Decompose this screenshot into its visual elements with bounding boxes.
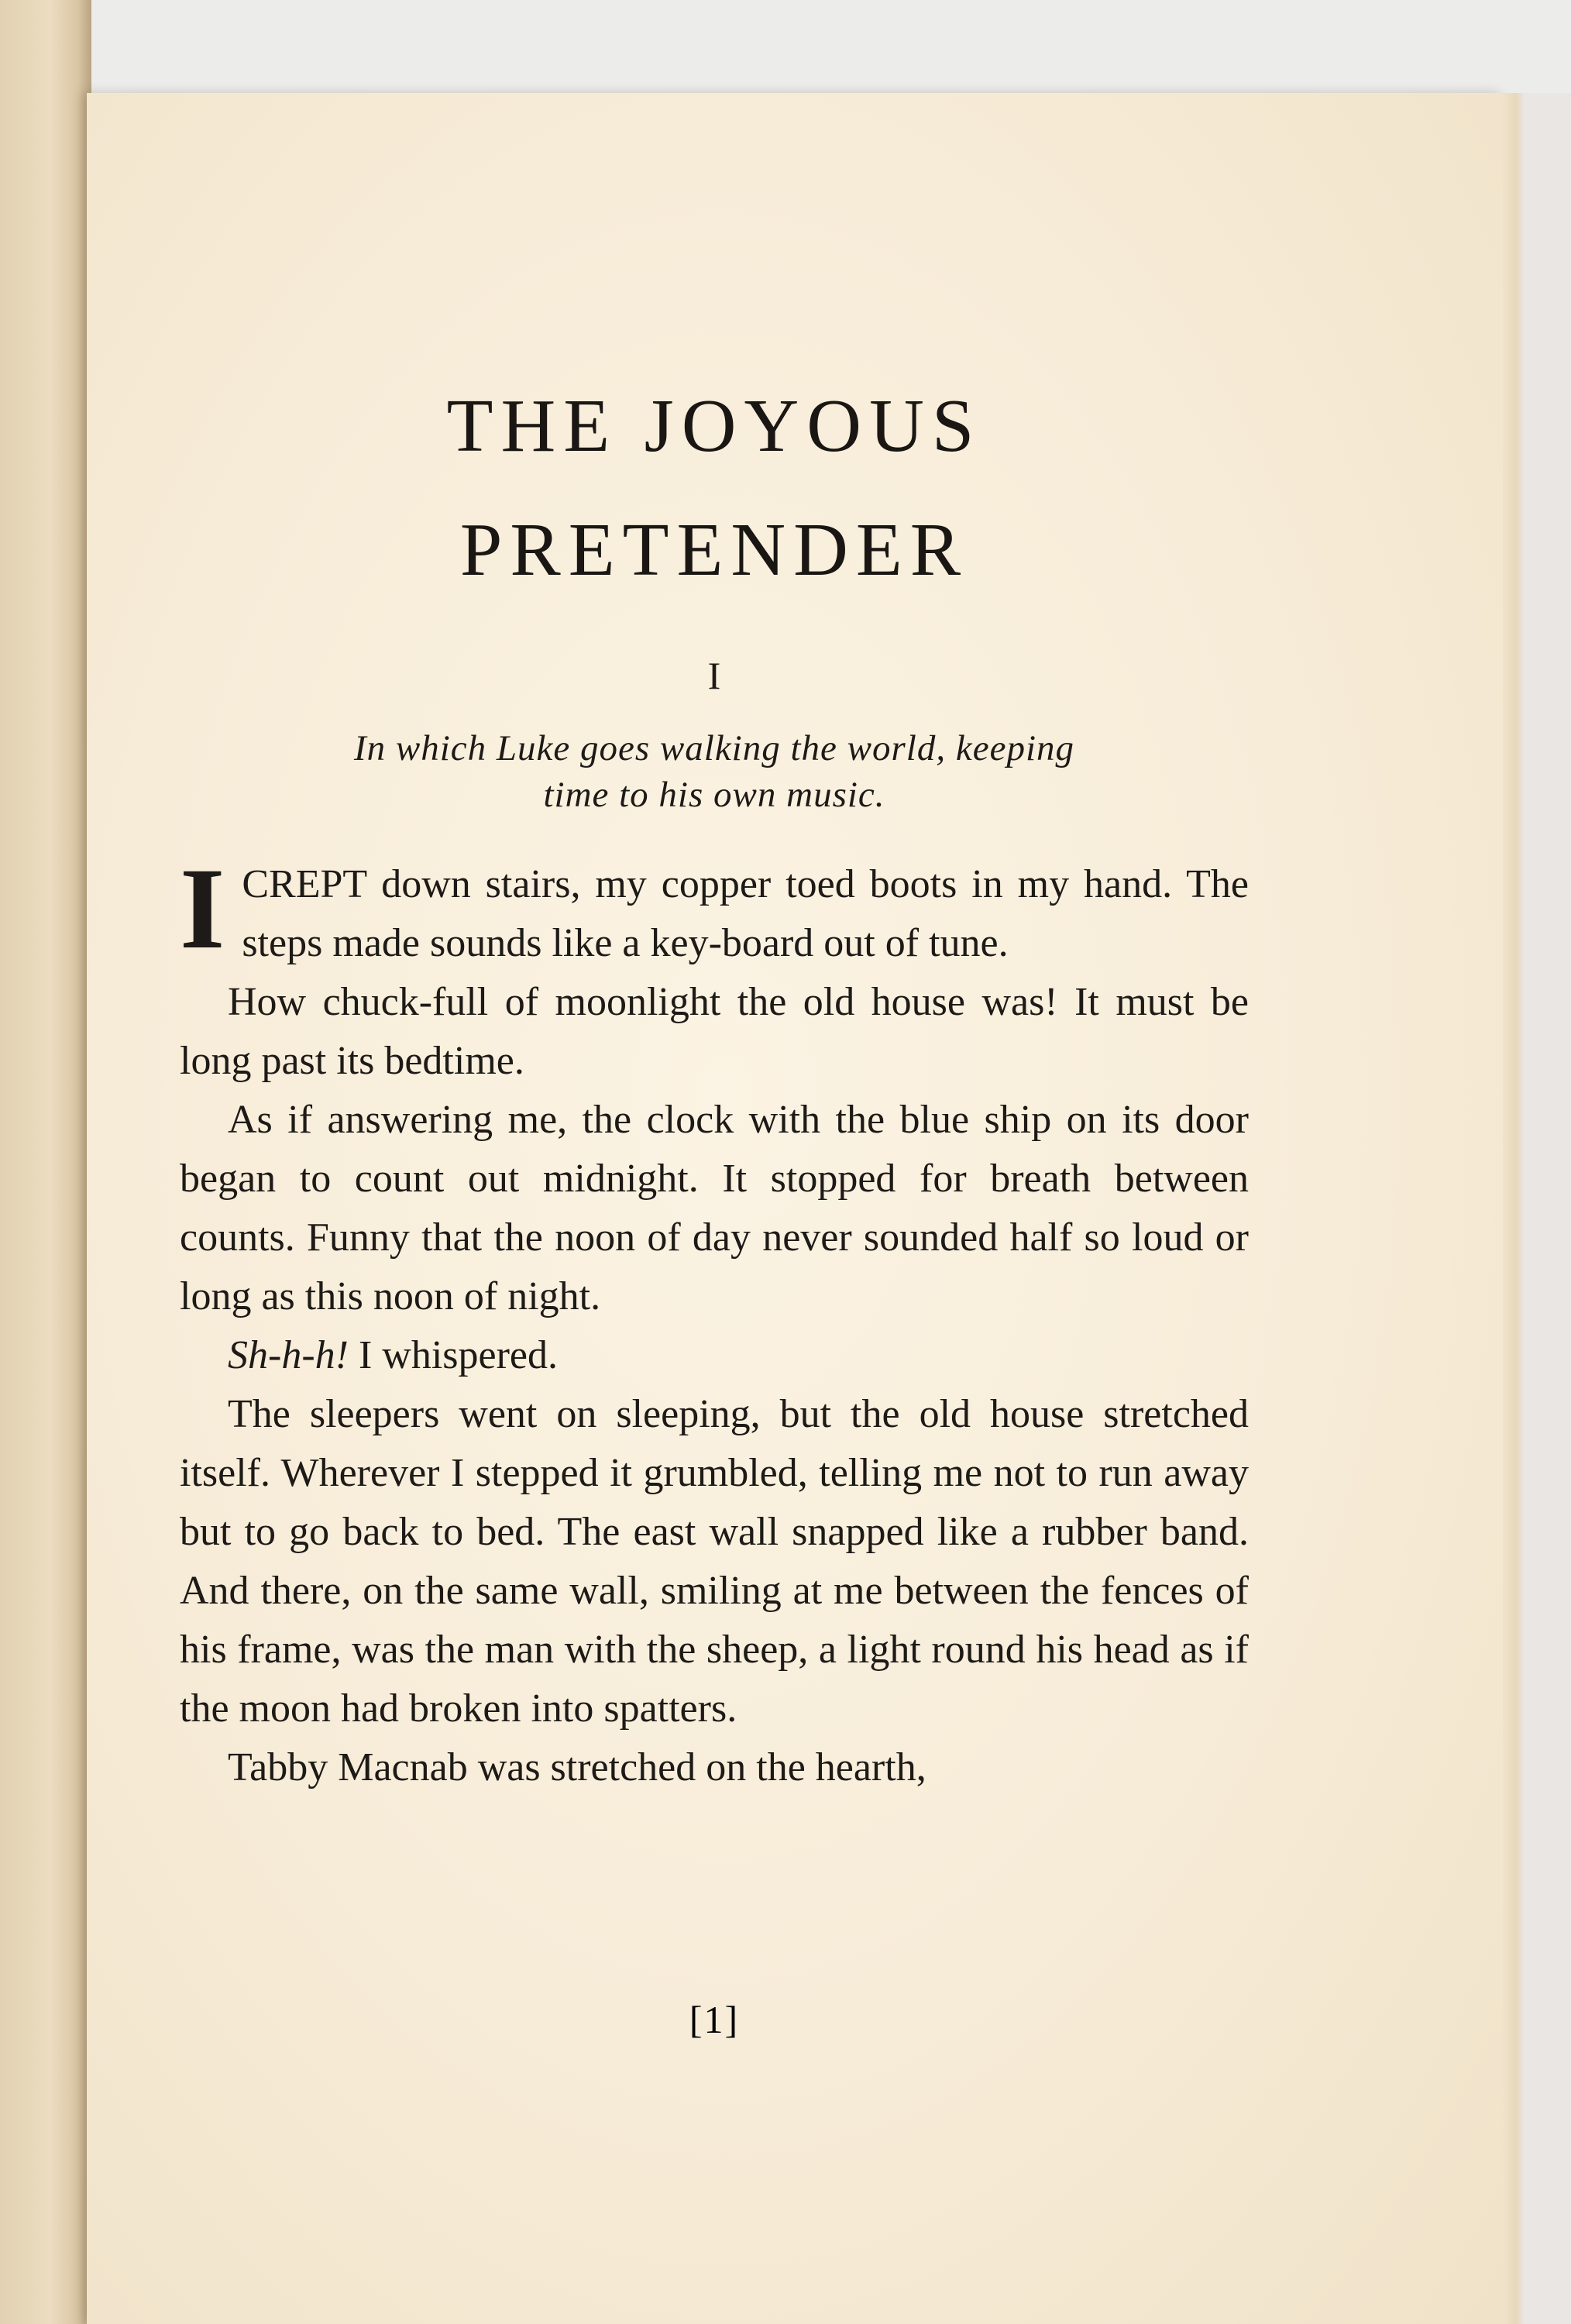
title-line-2: PRETENDER (459, 508, 969, 592)
chapter-summary-line-1: In which Luke goes walking the world, keeping (353, 728, 1074, 768)
chapter-summary (180, 725, 1249, 818)
chapter-number: I (707, 654, 721, 697)
background-top (0, 0, 1571, 93)
paragraph-6: Tabby Macnab was stretched on the hearth, (228, 1745, 926, 1789)
adjacent-page-edge (0, 0, 91, 2324)
paragraph-5: The sleepers went on sleeping, but the old house stretched itself. Wherever I stepped it grumbled, telling me not to run away but to go back to bed. The east wall snapped like a rubber band. And there, on the same wall, smiling at me between the fences of his frame, was the man with the sheep, a light round his head as if the moon had broken into spatters. (180, 1392, 1249, 1731)
chapter-summary-line-2: time to his own music. (543, 775, 885, 815)
page-number: [1] (689, 1998, 740, 2041)
title-line-1: THE JOYOUS (446, 384, 982, 468)
body-text (180, 844, 1249, 1797)
drop-cap: I (180, 844, 225, 973)
page-right-edge (1503, 93, 1525, 2324)
paragraph-1-text: CREPT down stairs, my copper toed boots in my hand. The steps made sounds like a key-board out of tune. (242, 862, 1249, 965)
paragraph-4 (180, 1326, 1249, 1385)
paragraph-4-text: I whispered. (348, 1333, 558, 1377)
book-title (180, 364, 1249, 612)
paragraph-3: As if answering me, the clock with the blue ship on its door began to count out midnight. It stopped for breath between counts. Funny that the noon of day never sounded half so loud or long as this noon of night. (180, 1098, 1249, 1318)
whisper-text: Sh-h-h! (228, 1333, 349, 1377)
page-content (180, 364, 1249, 1797)
paragraph-1 (180, 844, 1249, 973)
paragraph-2: How chuck-full of moonlight the old house was! It must be long past its bedtime. (180, 980, 1249, 1083)
